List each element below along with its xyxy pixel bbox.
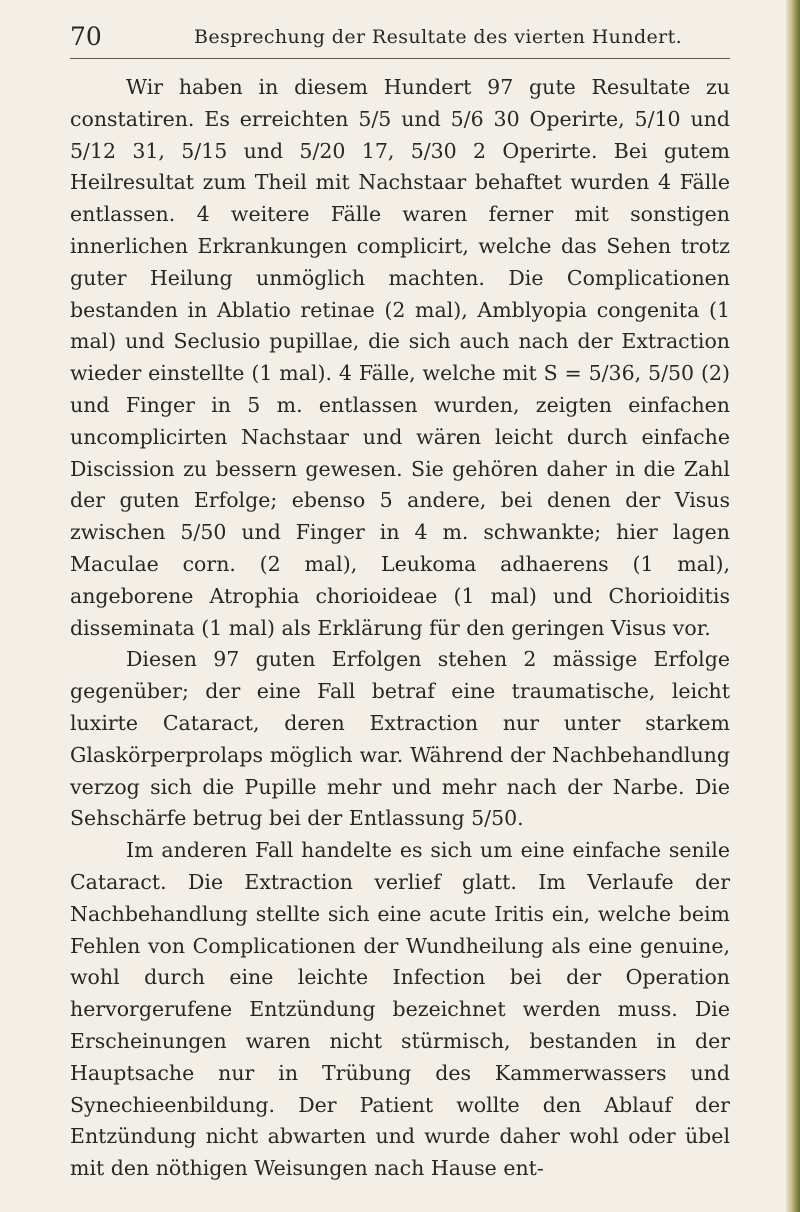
page-number: 70 (70, 22, 102, 51)
paragraph-2: Diesen 97 guten Erfolgen stehen 2 mässige Erfolge gegenüber; der eine Fall betraf eine traumatische, leicht luxirte Cataract, deren Extraction nur unter starkem Glaskörperprolaps möglich war. Während der Nachbehandlung verzog sich die Pupille mehr und mehr nach der Narbe. Die Sehschärfe betrug bei der Entlassung 5/50. (70, 647, 730, 831)
header-rule (70, 58, 730, 59)
page-header (70, 22, 730, 52)
running-title: Besprechung der Resultate des vierten Hundert. (194, 26, 683, 48)
body-text (70, 72, 730, 1185)
paragraph-1: Wir haben in diesem Hundert 97 gute Resultate zu constatiren. Es erreichten 5/5 und 5/6 30 Operirte, 5/10 und 5/12 31, 5/15 und 5/20 17, 5/30 2 Operirte. Bei gutem Heilresultat zum Theil mit Nachstaar behaftet wurden 4 Fälle entlassen. 4 weitere Fälle waren ferner mit sonstigen innerlichen Erkrankungen complicirt, welche das Sehen trotz guter Heilung unmöglich machten. Die Complicationen bestanden in Ablatio retinae (2 mal), Amblyopia congenita (1 mal) und Seclusio pupillae, die sich auch nach der Extraction wieder einstellte (1 mal). 4 Fälle, welche mit S = 5/36, 5/50 (2) und Finger in 5 m. entlassen wurden, zeigten einfachen uncomplicirten Nachstaar und wären leicht durch einfache Discission zu bessern gewesen. Sie gehören daher in die Zahl der guten Erfolge; ebenso 5 andere, bei denen der Visus zwischen 5/50 und Finger in 4 m. schwankte; hier lagen Maculae corn. (2 mal), Leukoma adhaerens (1 mal), angeborene Atrophia chorioideae (1 mal) und Chorioiditis disseminata (1 mal) als Erklärung für den geringen Visus vor. (70, 75, 730, 640)
paragraph-3: Im anderen Fall handelte es sich um eine einfache senile Cataract. Die Extraction verlief glatt. Im Verlaufe der Nachbehandlung stellte sich eine acute Iritis ein, welche beim Fehlen von Complicationen der Wundheilung als eine genuine, wohl durch eine leichte Infection bei der Operation hervorgerufene Entzündung bezeichnet werden muss. Die Erscheinungen waren nicht stürmisch, bestanden in der Hauptsache nur in Trübung des Kammerwassers und Synechieenbildung. Der Patient wollte den Ablauf der Entzündung nicht abwarten und wurde daher wohl oder übel mit den nöthigen Weisungen nach Hause ent- (70, 838, 730, 1181)
page-edge (786, 0, 800, 1212)
